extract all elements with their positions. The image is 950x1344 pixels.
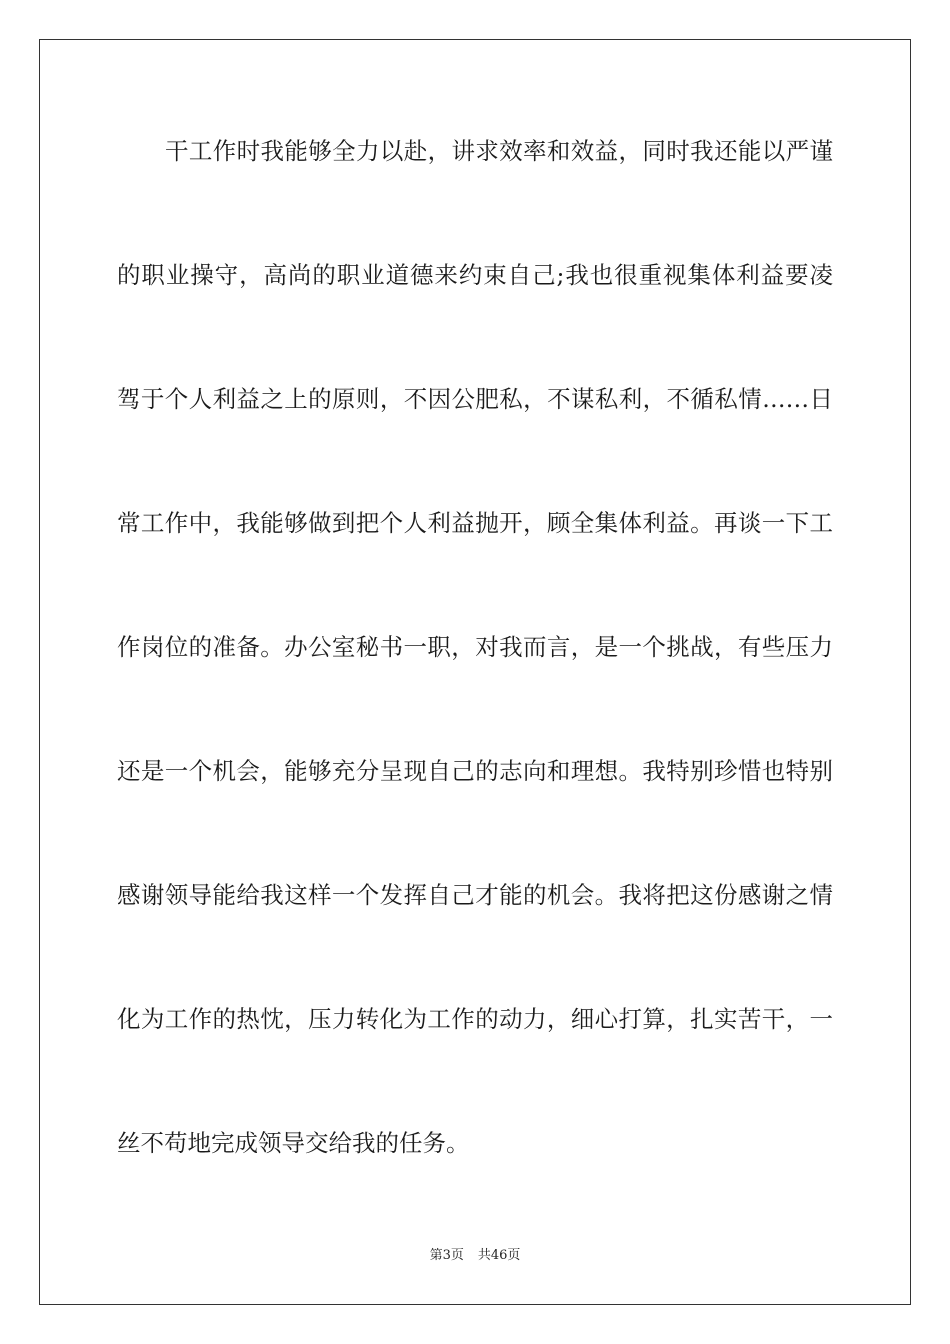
paragraph-line: 干工作时我能够全力以赴，讲求效率和效益，同时我还能以严谨 (165, 137, 833, 165)
paragraph-line: 感谢领导能给我这样一个发挥自己才能的机会。我将把这份感谢之情 (117, 881, 833, 909)
page-number: 第3页 (429, 1248, 464, 1263)
page-border (39, 39, 911, 1305)
paragraph-line: 还是一个机会，能够充分呈现自己的志向和理想。我特别珍惜也特别 (117, 757, 833, 785)
paragraph-line: 驾于个人利益之上的原则，不因公肥私，不谋私利，不循私情……日 (117, 385, 833, 413)
page-total: 共46页 (477, 1248, 521, 1263)
paragraph-line: 作岗位的准备。办公室秘书一职，对我而言，是一个挑战，有些压力 (117, 633, 833, 661)
paragraph-line: 丝不苟地完成领导交给我的任务。 (117, 1129, 470, 1157)
paragraph-line: 的职业操守，高尚的职业道德来约束自己;我也很重视集体利益要凌 (117, 261, 833, 289)
page-footer (0, 1247, 950, 1265)
paragraph-line: 常工作中，我能够做到把个人利益抛开，顾全集体利益。再谈一下工 (117, 509, 833, 537)
paragraph-line: 化为工作的热忱，压力转化为工作的动力，细心打算，扎实苦干，一 (117, 1005, 833, 1033)
